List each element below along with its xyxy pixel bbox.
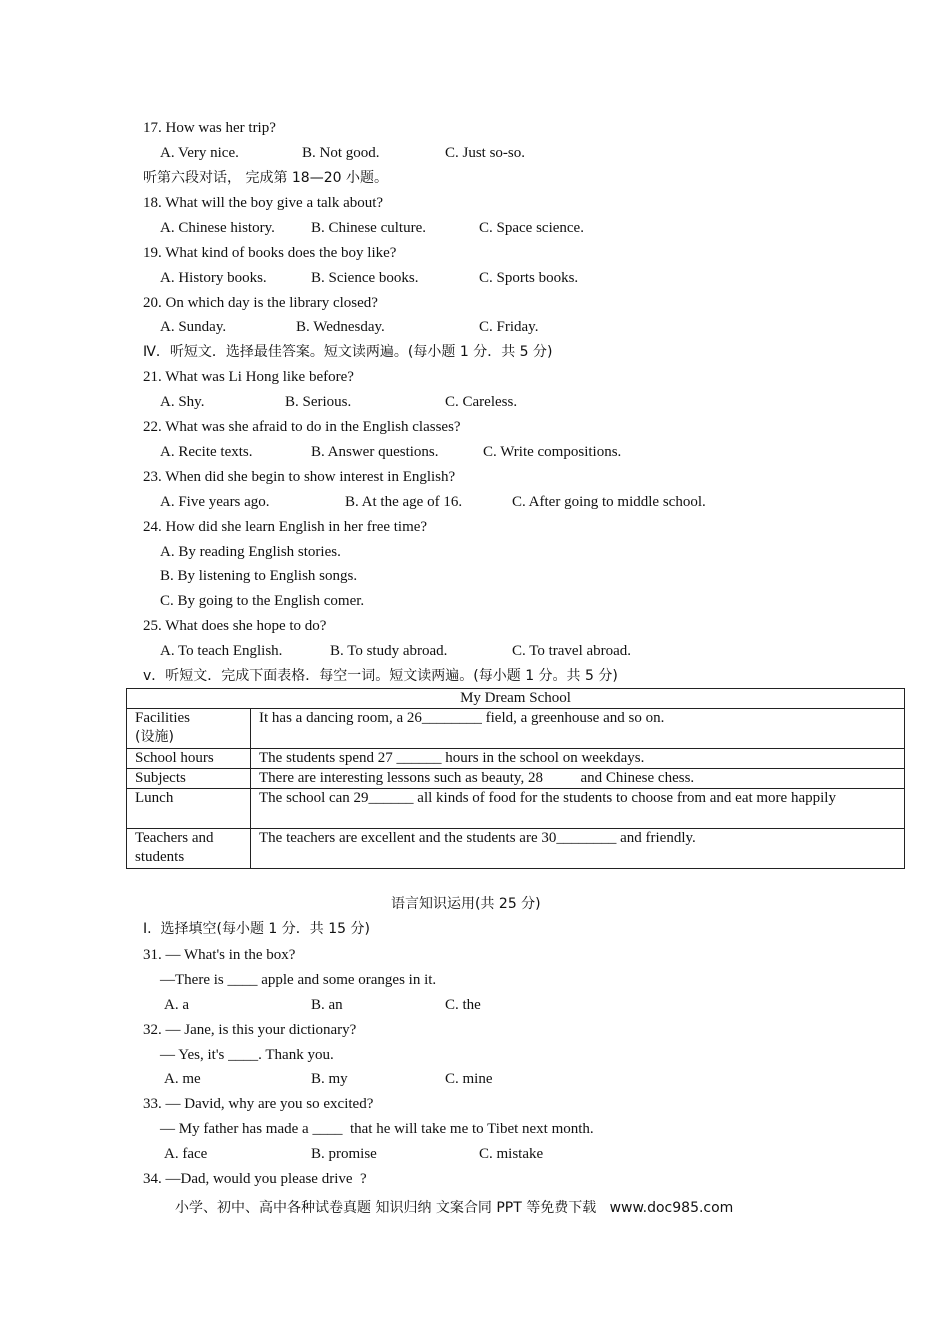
section-6-heading: 听第六段对话， 完成第 18—20 小题。 (143, 170, 388, 186)
question-33-line-2: — My father has made a ____ that he will take me to Tibet next month. (160, 1121, 594, 1137)
question-23-option-a: A. Five years ago. (160, 494, 270, 510)
question-33-option-a: A. face (164, 1146, 208, 1162)
question-19-option-b: B. Science books. (311, 270, 419, 286)
question-31-option-a: A. a (164, 997, 189, 1013)
question-17-option-c: C. Just so-so. (445, 145, 526, 161)
row-label-line: (设施) (135, 729, 174, 745)
row-label: Lunch (127, 789, 251, 829)
question-20-option-c: C. Friday. (479, 319, 539, 335)
row-label-line: students (135, 849, 185, 865)
table-row (127, 769, 905, 789)
question-19-option-a: A. History books. (160, 270, 267, 286)
question-22-stem: 22. What was she afraid to do in the English classes? (143, 419, 461, 435)
part-1-heading: I. 选择填空(每小题 1 分．共 15 分) (143, 921, 370, 937)
row-label: Subjects (127, 769, 251, 789)
question-21-option-a: A. Shy. (160, 394, 205, 410)
question-20-option-a: A. Sunday. (160, 319, 227, 335)
question-32-line-1: 32. — Jane, is this your dictionary? (143, 1022, 357, 1038)
question-17-option-b: B. Not good. (302, 145, 380, 161)
question-24-stem: 24. How did she learn English in her free time? (143, 519, 428, 535)
footer-text: 小学、初中、高中各种试卷真题 知识归纳 文案合同 PPT 等免费下载 www.doc985.com (175, 1200, 734, 1216)
dream-school-table (126, 688, 905, 869)
question-25-stem: 25. What does she hope to do? (143, 618, 327, 634)
question-32-line-2: — Yes, it's ____. Thank you. (160, 1047, 334, 1063)
question-19-stem: 19. What kind of books does the boy like? (143, 245, 397, 261)
question-23-option-c: C. After going to middle school. (512, 494, 706, 510)
question-25-option-b: B. To study abroad. (330, 643, 448, 659)
question-32-option-a: A. me (164, 1071, 201, 1087)
question-17-option-a: A. Very nice. (160, 145, 239, 161)
row-text: The teachers are excellent and the students are 30________ and friendly. (251, 829, 905, 869)
question-20-stem: 20. On which day is the library closed? (143, 295, 378, 311)
question-31-option-b: B. an (311, 997, 343, 1013)
table-row (127, 789, 905, 829)
question-31-line-1: 31. — What's in the box? (143, 947, 296, 963)
question-32-option-b: B. my (311, 1071, 348, 1087)
question-18-option-a: A. Chinese history. (160, 220, 275, 236)
row-text: There are interesting lessons such as beauty, 28 and Chinese chess. (251, 769, 905, 789)
question-21-stem: 21. What was Li Hong like before? (143, 369, 354, 385)
row-text: The students spend 27 ______ hours in the school on weekdays. (251, 749, 905, 769)
row-text: The school can 29______ all kinds of food for the students to choose from and eat more happily (251, 789, 905, 829)
part-4-heading: Ⅳ．听短文．选择最佳答案。短文读两遍。(每小题 1 分．共 5 分) (143, 344, 553, 360)
row-label (127, 829, 251, 869)
question-24-option-c: C. By going to the English comer. (160, 593, 365, 609)
row-label (127, 709, 251, 749)
question-21-option-b: B. Serious. (285, 394, 352, 410)
row-label-line: Teachers and (135, 830, 214, 846)
question-33-option-c: C. mistake (479, 1146, 544, 1162)
table-row (127, 749, 905, 769)
question-22-option-a: A. Recite texts. (160, 444, 253, 460)
question-22-option-c: C. Write compositions. (483, 444, 622, 460)
question-21-option-c: C. Careless. (445, 394, 518, 410)
part-5-heading: v．听短文．完成下面表格．每空一词。短文读两遍。(每小题 1 分。共 5 分) (143, 668, 618, 684)
question-18-option-c: C. Space science. (479, 220, 584, 236)
row-label-line: Facilities (135, 710, 190, 726)
table-title: My Dream School (127, 689, 905, 709)
row-text: It has a dancing room, a 26________ field, a greenhouse and so on. (251, 709, 905, 749)
question-25-option-a: A. To teach English. (160, 643, 283, 659)
question-31-option-c: C. the (445, 997, 481, 1013)
row-label: School hours (127, 749, 251, 769)
table-title-row (127, 689, 905, 709)
question-24-option-a: A. By reading English stories. (160, 544, 341, 560)
question-33-line-1: 33. — David, why are you so excited? (143, 1096, 374, 1112)
question-32-option-c: C. mine (445, 1071, 493, 1087)
question-22-option-b: B. Answer questions. (311, 444, 439, 460)
question-33-option-b: B. promise (311, 1146, 377, 1162)
question-19-option-c: C. Sports books. (479, 270, 579, 286)
question-17-stem: 17. How was her trip? (143, 120, 276, 136)
table-row (127, 829, 905, 869)
language-section-title: 语言知识运用(共 25 分) (391, 896, 541, 912)
question-24-option-b: B. By listening to English songs. (160, 568, 358, 584)
question-18-stem: 18. What will the boy give a talk about? (143, 195, 384, 211)
question-25-option-c: C. To travel abroad. (512, 643, 632, 659)
table-row (127, 709, 905, 749)
question-20-option-b: B. Wednesday. (296, 319, 385, 335)
question-23-stem: 23. When did she begin to show interest in English? (143, 469, 456, 485)
question-31-line-2: —There is ____ apple and some oranges in it. (160, 972, 437, 988)
question-23-option-b: B. At the age of 16. (345, 494, 463, 510)
question-18-option-b: B. Chinese culture. (311, 220, 426, 236)
question-34-line-1: 34. —Dad, would you please drive ? (143, 1171, 367, 1187)
